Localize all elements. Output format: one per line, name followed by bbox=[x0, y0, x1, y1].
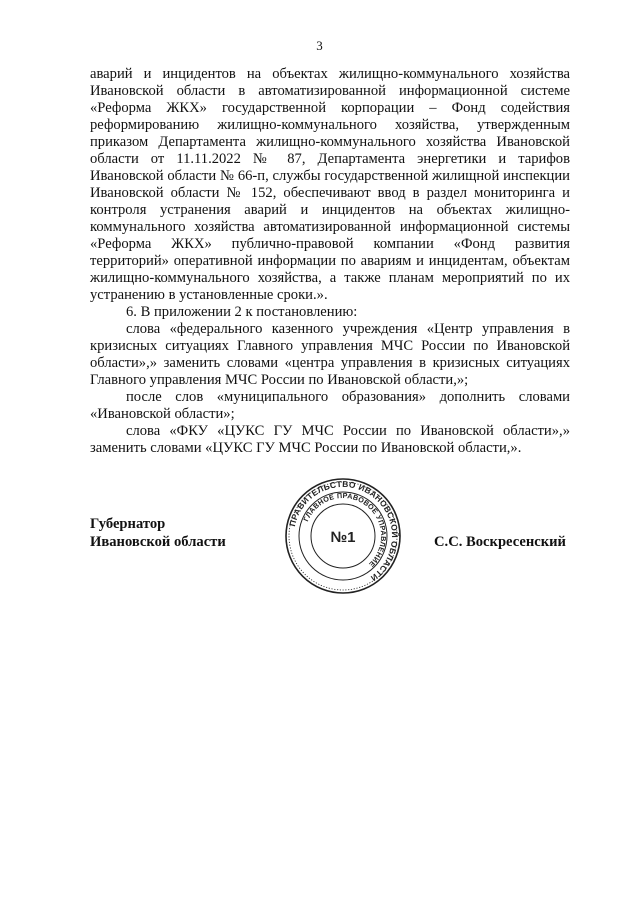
official-seal bbox=[283, 476, 403, 596]
page-number: 3 bbox=[316, 38, 323, 53]
paragraph-1: аварий и инцидентов на объектах жилищно-коммунального хозяйства Ивановской области в автоматизированной информационной системе «Реформа ЖКХ» государственной корпорации – Фонд содействия реформированию жилищно-коммунального хозяйства, утвержденным приказом Департамента жилищно-коммунального хозяйства Ивановской области от 11.11.2022 № 87, Департамента энергетики и тарифов Ивановской области № 66-п, службы государственной жилищной инспекции Ивановской области № 152, обеспечивают ввод в раздел мониторинга и контроля устранения аварий и инцидентов на объектах жилищно-коммунального хозяйства автоматизированной информационной системы «Реформа ЖКХ» публично-правовой компании «Фонд развития территорий» оперативной информации по авариям и инцидентам, объектам жилищно-коммунального хозяйства, а также планам мероприятий по их устранению в установленные сроки.». bbox=[90, 66, 570, 303]
signatory-title-line2: Ивановской области bbox=[90, 534, 226, 550]
signatory-title bbox=[90, 515, 226, 551]
paragraph-3: слова «федерального казенного учреждения «Центр управления в кризисных ситуациях Главного управления МЧС России по Ивановской области»,» заменить словами «центра управления в кризисных ситуациях Главного управления МЧС России по Ивановской области,»; bbox=[90, 321, 570, 388]
signatory-title-line1: Губернатор bbox=[90, 516, 166, 532]
document-body bbox=[90, 66, 570, 457]
seal-inner-text: ГЛАВНОЕ ПРАВОВОЕ УПРАВЛЕНИЕ bbox=[301, 490, 389, 570]
seal-number: №1 bbox=[330, 529, 356, 546]
paragraph-4: после слов «муниципального образования» дополнить словами «Ивановской области»; bbox=[90, 389, 570, 422]
signatory-name: С.С. Воскресенский bbox=[434, 534, 566, 550]
paragraph-2: 6. В приложении 2 к постановлению: bbox=[126, 304, 358, 320]
paragraph-5: слова «ФКУ «ЦУКС ГУ МЧС России по Ивановской области»,» заменить словами «ЦУКС ГУ МЧС России по Ивановской области,». bbox=[90, 423, 570, 456]
seal-outer-text: ПРАВИТЕЛЬСТВО ИВАНОВСКОЙ ОБЛАСТИ bbox=[287, 478, 401, 584]
